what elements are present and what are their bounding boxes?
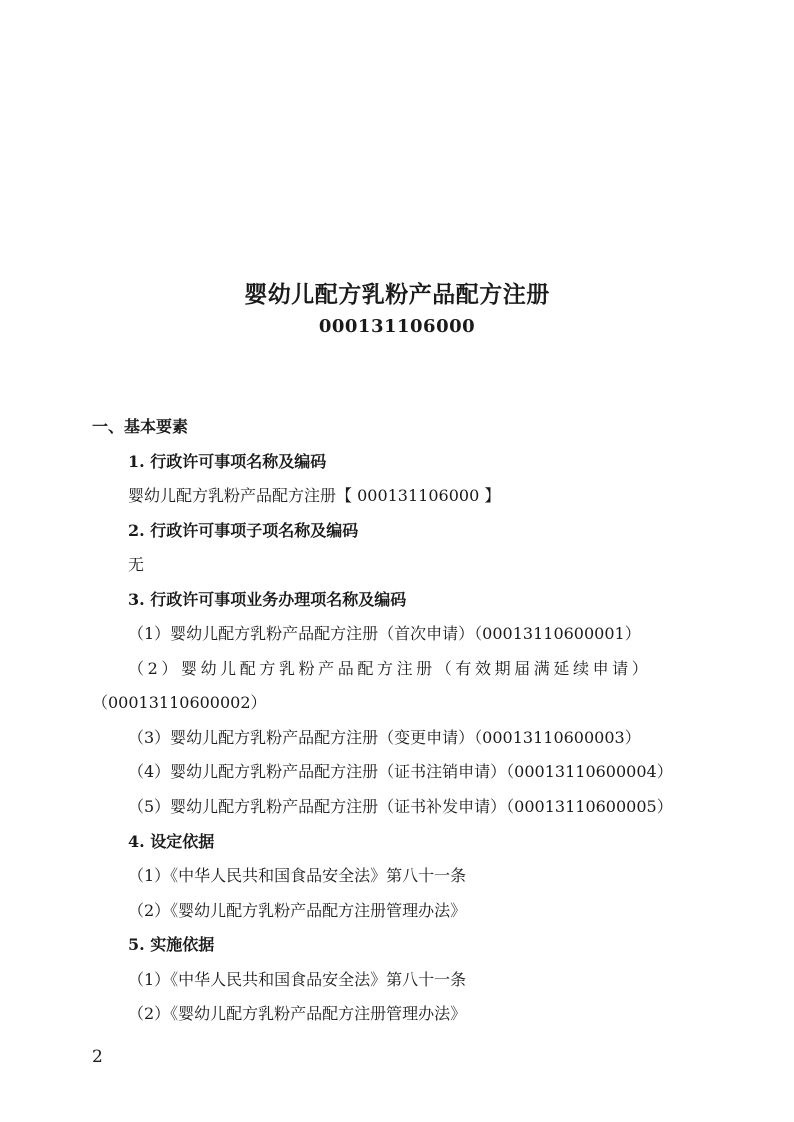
document-code: 000131106000 xyxy=(318,316,476,337)
item3-line: （1）婴幼儿配方乳粉产品配方注册（首次申请）（00013110600001） xyxy=(128,624,641,643)
item4-line: （1）《中华人民共和国食品安全法》第八十一条 xyxy=(128,866,467,885)
item3-heading: 3. 行政许可事项业务办理项名称及编码 xyxy=(128,590,407,609)
document-title: 婴幼儿配方乳粉产品配方注册 xyxy=(244,281,550,308)
item3-line: （3）婴幼儿配方乳粉产品配方注册（变更申请）（00013110600003） xyxy=(128,728,641,747)
item3-line: （5）婴幼儿配方乳粉产品配方注册（证书补发申请）（00013110600005） xyxy=(128,797,673,816)
item3-line: （4）婴幼儿配方乳粉产品配方注册（证书注销申请）（00013110600004） xyxy=(128,762,673,781)
item2-value: 无 xyxy=(128,555,145,574)
item4-line: （2）《婴幼儿配方乳粉产品配方注册管理办法》 xyxy=(128,901,467,920)
item5-line: （2）《婴幼儿配方乳粉产品配方注册管理办法》 xyxy=(128,1004,467,1023)
item1-value: 婴幼儿配方乳粉产品配方注册【 000131106000 】 xyxy=(128,486,501,505)
item1-heading: 1. 行政许可事项名称及编码 xyxy=(128,452,327,471)
item2-heading: 2. 行政许可事项子项名称及编码 xyxy=(128,521,359,540)
item5-line: （1）《中华人民共和国食品安全法》第八十一条 xyxy=(128,970,467,989)
item3-line: （2）婴幼儿配方乳粉产品配方注册（有效期届满延续申请） xyxy=(128,659,652,678)
section-heading: 一、基本要素 xyxy=(92,417,189,436)
item4-heading: 4. 设定依据 xyxy=(128,832,215,851)
item3-line: （00013110600002） xyxy=(92,693,267,712)
item5-heading: 5. 实施依据 xyxy=(128,935,215,954)
page-number: 2 xyxy=(92,1047,103,1067)
